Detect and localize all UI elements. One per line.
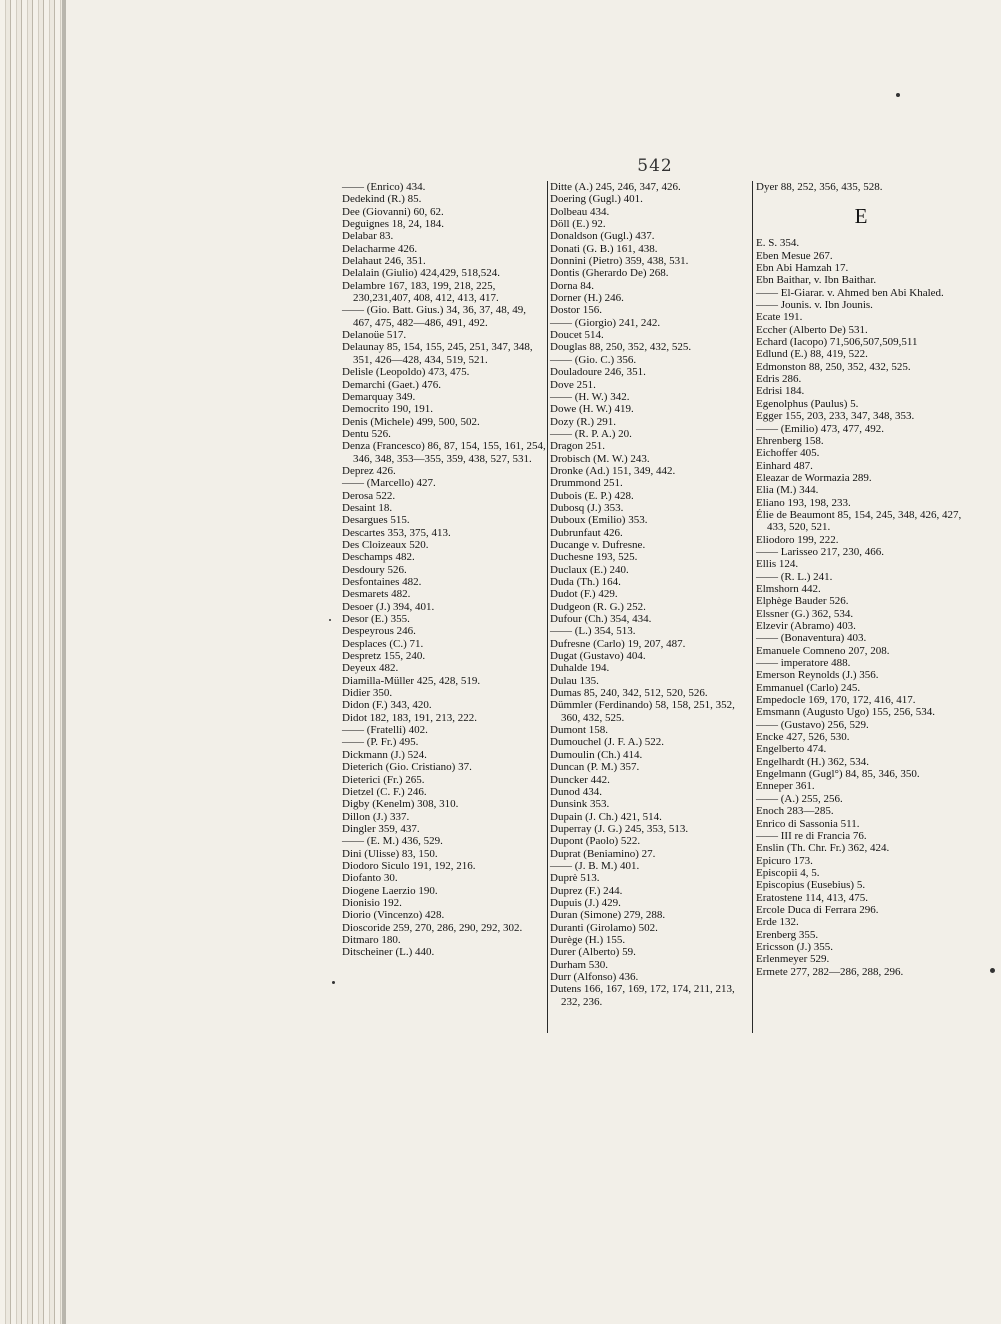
index-entry: —— (Gustavo) 256, 529. [756,718,869,731]
index-entry: —— (Marcello) 427. [342,477,436,490]
index-entry: Diogene Laerzio 190. [342,884,438,897]
index-entry: Diamilla-Müller 425, 428, 519. [342,674,481,687]
index-entry: Engelmann (Gugl°) 84, 85, 346, 350. [756,768,920,781]
index-entry: Duclaux (E.) 240. [550,563,629,576]
index-entry: Dudgeon (R. G.) 252. [550,600,646,613]
index-entry: —— (R. L.) 241. [756,570,833,583]
index-entry: Dorna 84. [550,279,594,292]
index-entry: Dyer 88, 252, 356, 435, 528. [756,181,883,193]
index-entry: Democrito 190, 191. [342,403,434,416]
index-entry: Dunsink 353. [550,798,610,811]
index-entry: Dumont 158. [550,724,609,737]
index-entry: Diorio (Vincenzo) 428. [342,909,445,922]
index-column-3 [756,181,966,978]
index-entry: Duprè 513. [550,872,600,885]
index-entry: Dini (Ulisse) 83, 150. [342,847,438,860]
index-entry: Dieterich (Gio. Cristiano) 37. [342,761,472,774]
index-entry: Dunod 434. [550,785,602,798]
index-entry: Douglas 88, 250, 352, 432, 525. [550,341,692,354]
column-divider [547,181,548,1033]
page-number: 542 [637,156,673,176]
index-entry: Eben Mesue 267. [756,249,833,262]
index-entry: Dupuis (J.) 429. [550,896,621,909]
index-entry: Dufresne (Carlo) 19, 207, 487. [550,637,686,650]
index-entry: Ditte (A.) 245, 246, 347, 426. [550,181,681,193]
index-entry: Descartes 353, 375, 413. [342,526,451,539]
index-entry: Dumouchel (J. F. A.) 522. [550,736,665,749]
index-column-2 [550,181,753,1008]
index-entry: Döll (E.) 92. [550,218,606,231]
index-entry: Desfontaines 482. [342,576,422,588]
index-entry: Erlenmeyer 529. [756,953,830,966]
index-entry: Dostor 156. [550,304,602,317]
index-entry: Dumoulin (Ch.) 414. [550,748,643,761]
index-entry: Deguignes 18, 24, 184. [342,218,445,231]
index-entry: —— (E. M.) 436, 529. [342,835,443,848]
index-entry: Didier 350. [342,687,393,700]
index-entry: Dubrunfaut 426. [550,526,623,539]
index-entry: Dove 251. [550,378,596,391]
index-entry: Enslin (Th. Chr. Fr.) 362, 424. [756,842,890,855]
index-entry: Dubois (E. P.) 428. [550,489,634,502]
index-entry: Denza (Francesco) 86, 87, 154, 155, 161, 254, 346, 348, 353—355, 359, 438, 527, 531. [342,440,546,465]
index-entry: Egenolphus (Paulus) 5. [756,397,859,410]
index-entry: —— (J. B. M.) 401. [550,859,640,872]
index-entry: Dingler 359, 437. [342,822,420,835]
index-entry: Delacharme 426. [342,242,418,255]
index-entry: Emmanuel (Carlo) 245. [756,681,861,694]
index-entry: Emsmann (Augusto Ugo) 155, 256, 534. [756,706,936,719]
index-entry: Edmonston 88, 250, 352, 432, 525. [756,360,911,373]
index-entry: Empedocle 169, 170, 172, 416, 417. [756,694,916,707]
index-entry: —— (Gio. Batt. Gius.) 34, 36, 37, 48, 49, 467, 475, 482—486, 491, 492. [342,304,526,329]
ink-speck [329,619,331,621]
index-entry: —— (L.) 354, 513. [550,625,636,638]
index-entry: Dietzel (C. F.) 246. [342,785,427,798]
index-entry: Duhalde 194. [550,662,610,675]
index-entry: Duncker 442. [550,773,610,786]
index-entry: Eliano 193, 198, 233. [756,496,851,509]
index-entry: Dupont (Paolo) 522. [550,835,641,848]
index-entry: Dümmler (Ferdinando) 58, 158, 251, 352, 360, 432, 525. [550,699,735,724]
index-entry: —— Jounis. v. Ibn Jounis. [756,299,873,312]
index-entry: —— (Giorgio) 241, 242. [550,316,661,329]
index-entry: Élie de Beaumont 85, 154, 245, 348, 426, 427, 433, 520, 521. [756,508,962,534]
index-entry: —— (Fratelli) 402. [342,724,428,737]
index-entry: Elia (M.) 344. [756,484,819,497]
index-entry: —— imperatore 488. [756,657,851,670]
index-entry: Duranti (Girolamo) 502. [550,921,658,934]
index-entry: Duncan (P. M.) 357. [550,761,640,774]
index-entry: Dorner (H.) 246. [550,292,624,305]
index-entry: Duda (Th.) 164. [550,576,621,588]
index-entry: Erenberg 355. [756,928,819,941]
index-entry: Delalain (Giulio) 424,429, 518,524. [342,267,500,280]
index-entry: —— (A.) 255, 256. [756,792,843,805]
index-entry: Des Cloizeaux 520. [342,538,429,551]
index-entry: Epicuro 173. [756,854,813,867]
index-entry: Diofanto 30. [342,872,398,885]
index-entry: Delabar 83. [342,230,394,243]
index-entry: Drobisch (M. W.) 243. [550,452,650,465]
index-entry: Elmshorn 442. [756,582,821,595]
ink-speck [990,968,995,973]
index-entry: Didon (F.) 343, 420. [342,699,432,712]
index-entry: Dieterici (Fr.) 265. [342,773,425,786]
index-entry: Dillon (J.) 337. [342,810,410,823]
index-entry: Denis (Michele) 499, 500, 502. [342,415,480,428]
index-entry: Derosa 522. [342,489,396,502]
index-entry: Dulau 135. [550,674,599,687]
index-entry: Drummond 251. [550,477,623,490]
index-entry: Despretz 155, 240. [342,650,426,663]
index-entry: Edris 286. [756,373,802,386]
index-entry: Doering (Gugl.) 401. [550,193,643,206]
index-entry: Dowe (H. W.) 419. [550,403,634,416]
index-entry: Dutens 166, 167, 169, 172, 174, 211, 213, 232, 236. [550,983,735,1008]
index-entry: Dee (Giovanni) 60, 62. [342,205,444,218]
index-entry: —— (Enrico) 434. [342,181,426,193]
index-entry: Donati (G. B.) 161, 438. [550,242,658,255]
index-entry: Dugat (Gustavo) 404. [550,650,646,663]
index-entry: Dedekind (R.) 85. [342,193,422,206]
index-entry: Dupain (J. Ch.) 421, 514. [550,810,662,823]
index-entry: Episcopii 4, 5. [756,866,820,879]
index-entry: Emanuele Comneno 207, 208. [756,644,890,657]
index-entry: Ellis 124. [756,558,799,571]
index-entry: Doucet 514. [550,329,604,342]
index-entry: Enoch 283—285. [756,805,834,818]
ink-speck [896,93,900,97]
index-entry: Dionisio 192. [342,896,402,909]
index-entry: Desargues 515. [342,514,410,527]
index-entry: Durer (Alberto) 59. [550,946,636,959]
index-entry: Eratostene 114, 413, 475. [756,891,869,904]
index-entry: Dolbeau 434. [550,205,610,218]
index-entry: Desdoury 526. [342,563,407,576]
index-entry: Delanoüe 517. [342,329,407,342]
index-entry: Dragon 251. [550,440,605,453]
index-entry: Dubosq (J.) 353. [550,501,624,514]
index-entry: Donnini (Pietro) 359, 438, 531. [550,255,689,268]
index-entry: Delambre 167, 183, 199, 218, 225, 230,231,407, 408, 412, 413, 417. [342,279,499,305]
index-entry: —— El-Giarar. v. Ahmed ben Abi Khaled. [756,286,944,299]
index-entry: Enneper 361. [756,780,815,793]
index-entry: —— (H. W.) 342. [550,390,630,403]
index-entry: Eliodoro 199, 222. [756,533,839,546]
index-entry: Episcopius (Eusebius) 5. [756,879,866,892]
index-entry: Egger 155, 203, 233, 347, 348, 353. [756,410,915,423]
index-entry: Dufour (Ch.) 354, 434. [550,613,652,626]
index-entry: Ducange v. Dufresne. [550,538,646,551]
index-entry: Duchesne 193, 525. [550,551,638,564]
index-entry: Ermete 277, 282—286, 288, 296. [756,965,904,978]
index-entry: Engelberto 474. [756,743,827,756]
stacked-page-edges [0,0,64,1324]
index-entry: Dozy (R.) 291. [550,415,616,428]
index-entry: Desplaces (C.) 71. [342,637,424,650]
index-entry: Einhard 487. [756,459,813,472]
index-entry: Delisle (Leopoldo) 473, 475. [342,366,470,379]
index-entry: —— (R. P. A.) 20. [550,427,632,440]
index-entry: Ebn Abi Hamzah 17. [756,262,849,275]
index-entry: E. S. 354. [756,237,800,250]
index-entry: Duperray (J. G.) 245, 353, 513. [550,822,689,835]
index-entry: Douladoure 246, 351. [550,366,646,379]
index-entry: Ebn Baithar, v. Ibn Baithar. [756,274,877,287]
index-entry: —— III re di Francia 76. [756,829,867,842]
index-entry: Ericsson (J.) 355. [756,940,833,953]
index-entry: Dronke (Ad.) 151, 349, 442. [550,464,676,477]
index-entry: Ditmaro 180. [342,933,401,946]
index-entry: Edrisi 184. [756,385,805,398]
index-entry: Elzevir (Abramo) 403. [756,620,856,632]
index-entry: Durr (Alfonso) 436. [550,971,639,983]
index-entry: Durham 530. [550,958,609,971]
index-entry: —— (Gio. C.) 356. [550,353,637,366]
index-entry: Didot 182, 183, 191, 213, 222. [342,711,478,724]
index-entry: Desmarets 482. [342,588,411,601]
index-entry: Desaint 18. [342,501,393,514]
index-entry: Duboux (Emilio) 353. [550,514,648,527]
index-entry: Deprez 426. [342,464,396,477]
index-entry: Ditscheiner (L.) 440. [342,946,435,959]
index-entry: Diodoro Siculo 191, 192, 216. [342,859,476,872]
index-entry: Elssner (G.) 362, 534. [756,607,854,620]
index-entry: Enrico di Sassonia 511. [756,817,860,830]
index-entry: —— (P. Fr.) 495. [342,736,419,749]
index-entry: Dentu 526. [342,427,391,440]
index-entry: Erde 132. [756,916,799,929]
index-entry: Demarquay 349. [342,390,416,403]
index-entry: Donaldson (Gugl.) 437. [550,230,655,243]
index-entry: Desor (E.) 355. [342,613,410,626]
ink-speck [332,981,335,984]
index-entry: Encke 427, 526, 530. [756,731,850,744]
index-entry: Deschamps 482. [342,551,415,564]
index-entry: Duprez (F.) 244. [550,884,623,897]
index-entry: Delaunay 85, 154, 155, 245, 251, 347, 348, 351, 426—428, 434, 519, 521. [342,341,533,366]
index-entry: Desoer (J.) 394, 401. [342,600,435,613]
index-entry: Eichoffer 405. [756,447,820,460]
index-entry: Dudot (F.) 429. [550,588,618,601]
index-entry: Echard (Iacopo) 71,506,507,509,511 [756,336,918,349]
index-entry: Emerson Reynolds (J.) 356. [756,669,879,682]
index-entry: Digby (Kenelm) 308, 310. [342,798,459,811]
index-entry: Demarchi (Gaet.) 476. [342,378,441,391]
index-entry: —— Larisseo 217, 230, 466. [756,545,885,558]
index-entry: Dickmann (J.) 524. [342,748,427,761]
index-entry: Edlund (E.) 88, 419, 522. [756,348,868,361]
index-entry: Duprat (Beniamino) 27. [550,847,656,860]
index-entry: Despeyrous 246. [342,625,416,638]
index-entry: —— (Emilio) 473, 477, 492. [756,422,885,435]
index-entry: Ehrenberg 158. [756,434,824,447]
index-entry: Deyeux 482. [342,662,399,675]
index-entry: Durège (H.) 155. [550,933,626,946]
index-column-1 [342,181,547,959]
index-entry: Dioscoride 259, 270, 286, 290, 292, 302. [342,921,523,934]
index-entry: Ecate 191. [756,311,803,324]
index-entry: Elphège Bauder 526. [756,595,849,608]
index-entry: Eleazar de Wormazia 289. [756,471,872,484]
index-entry: Dumas 85, 240, 342, 512, 520, 526. [550,687,708,700]
index-entry: Ercole Duca di Ferrara 296. [756,903,879,916]
index-entry: Eccher (Alberto De) 531. [756,323,868,336]
index-entry: Duran (Simone) 279, 288. [550,909,666,922]
index-entry: —— (Bonaventura) 403. [756,632,867,645]
index-entry: Engelhardt (H.) 362, 534. [756,755,870,768]
index-entry: Dontis (Gherardo De) 268. [550,267,669,280]
index-entry: Delahaut 246, 351. [342,255,426,268]
section-letter: E [854,204,868,229]
